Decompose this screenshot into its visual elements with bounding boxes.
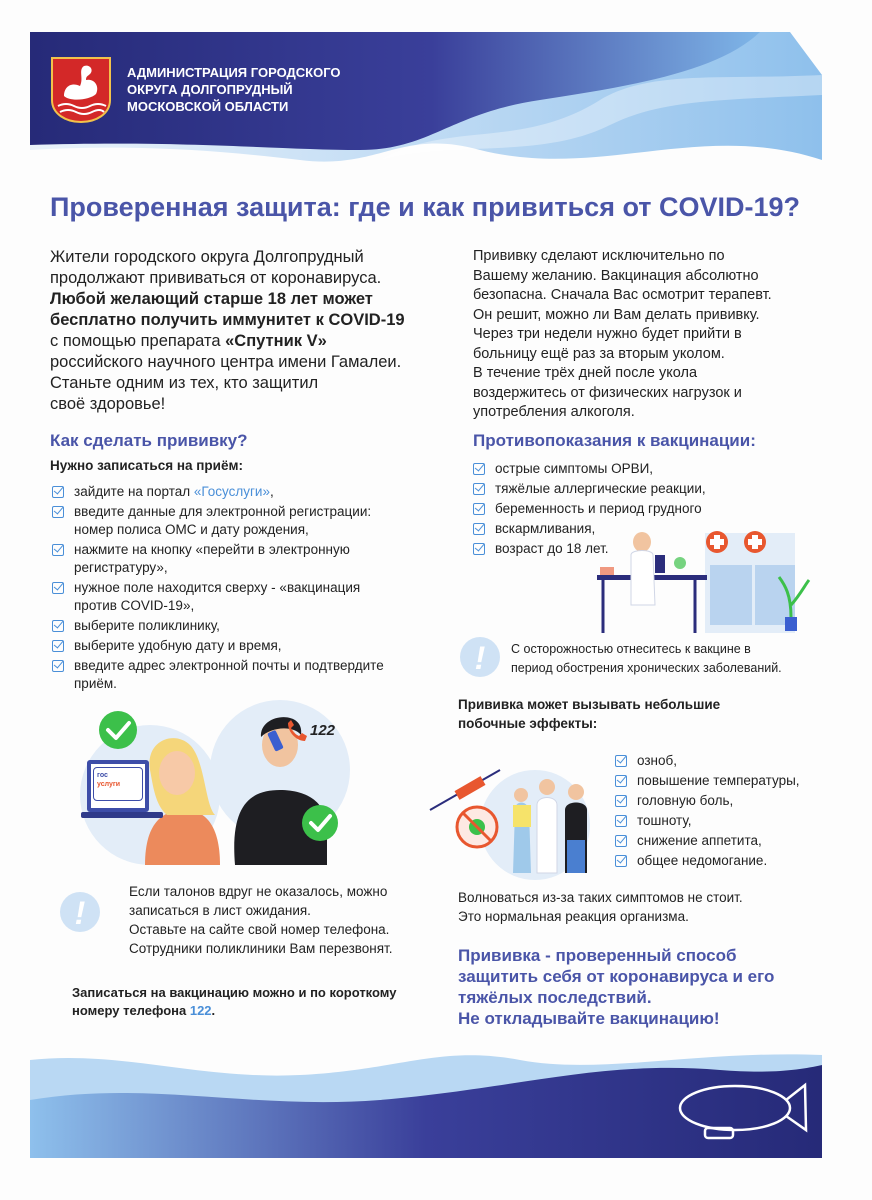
right-intro-line: Через три недели нужно будет прийти в: [473, 326, 742, 342]
final-line: защитить себя от коронавируса и его: [458, 967, 775, 986]
list-item: [52, 503, 432, 539]
intro-line-bold: бесплатно получить иммунитет к COVID-19: [50, 311, 405, 329]
step-text: приём.: [74, 676, 117, 691]
list-item: [52, 541, 432, 577]
calm-note: [458, 888, 743, 926]
list-item-text: озноб,: [637, 753, 677, 768]
list-item: [473, 500, 753, 518]
list-item: [52, 657, 432, 693]
list-item-text: тошноту,: [637, 813, 692, 828]
final-line: тяжёлых последствий.: [458, 988, 652, 1007]
medical-cross-icon: [706, 531, 728, 553]
checkbox-icon: [615, 795, 627, 807]
right-intro-line: В течение трёх дней после укола: [473, 365, 698, 381]
vaccine-name: «Спутник V»: [225, 332, 327, 350]
how-steps-list: [52, 483, 432, 695]
note-text: .: [211, 1003, 216, 1018]
step-text: зайдите на портал: [74, 484, 194, 499]
side-effects-title: [458, 695, 720, 733]
org-name-line: МОСКОВСКОЙ ОБЛАСТИ: [127, 99, 289, 114]
list-item-text: общее недомогание.: [637, 853, 768, 868]
medical-cross-icon: [744, 531, 766, 553]
note-line: Оставьте на сайте свой номер телефона.: [129, 922, 390, 937]
side-effects-list: [615, 752, 845, 872]
checkbox-icon: [615, 835, 627, 847]
check-circle-icon: [99, 711, 137, 749]
list-item: [52, 483, 432, 501]
final-line: Не откладывайте вакцинацию!: [458, 1009, 720, 1028]
list-item: [615, 772, 845, 790]
virus-icon: [457, 807, 497, 847]
title-line: побочные эффекты:: [458, 716, 598, 731]
intro-line: [50, 331, 405, 352]
note-line: Волноваться из-за таких симптомов не стоит.: [458, 890, 743, 905]
checkbox-icon: [52, 506, 64, 518]
org-name: [127, 64, 341, 115]
list-item-text: головную боль,: [637, 793, 734, 808]
note-line: С осторожностью отнеситесь к вакцине в: [511, 642, 751, 656]
coat-of-arms-swan-icon: [50, 56, 112, 124]
exclamation-icon: !: [60, 892, 100, 932]
step-text: номер полиса ОМС и дату рождения,: [74, 522, 309, 537]
org-name-line: АДМИНИСТРАЦИЯ ГОРОДСКОГО: [127, 65, 341, 80]
note-line: Если талонов вдруг не оказалось, можно: [129, 884, 388, 899]
list-item: [615, 752, 845, 770]
step-text: против COVID-19»,: [74, 598, 195, 613]
check-circle-icon: [302, 805, 338, 841]
checkbox-icon: [473, 463, 485, 475]
step-text: нужное поле находится сверху - «вакцинация: [74, 580, 361, 595]
caution-note: [511, 640, 782, 678]
step-text: выберите удобную дату и время,: [74, 638, 282, 653]
contra-title: Противопоказания к вакцинации:: [473, 431, 756, 450]
title-line: Прививка может вызывать небольшие: [458, 697, 721, 712]
final-call: [458, 945, 774, 1029]
list-item: [615, 832, 845, 850]
checkbox-icon: [615, 855, 627, 867]
waitlist-note: [129, 882, 393, 958]
list-item: [52, 637, 432, 655]
note-line: Это нормальная реакция организма.: [458, 909, 689, 924]
list-item: [52, 579, 432, 615]
phone-number-label: 122: [310, 722, 336, 739]
checkbox-icon: [52, 620, 64, 632]
list-item: [473, 460, 753, 478]
note-line: период обострения хронических заболеваний.: [511, 661, 782, 675]
checkbox-icon: [615, 815, 627, 827]
list-item: [52, 617, 432, 635]
list-item-text: острые симптомы ОРВИ,: [495, 461, 654, 476]
right-intro-line: Прививку сделают исключительно по: [473, 248, 725, 264]
logo-text: гос: [97, 772, 108, 779]
laptop-logo: [93, 767, 143, 801]
right-intro-line: употребления алкоголя.: [473, 404, 635, 420]
note-text: номеру телефона: [72, 1003, 190, 1018]
how-subtitle: Нужно записаться на приём:: [50, 458, 243, 473]
step-text: введите адрес электронной почты и подтвердите: [74, 658, 384, 673]
note-line: записаться в лист ожидания.: [129, 903, 311, 918]
right-intro-line: безопасна. Сначала Вас осмотрит терапевт.: [473, 287, 772, 303]
list-item: [615, 812, 845, 830]
right-intro-text: [473, 247, 772, 423]
note-line: Сотрудники поликлиники Вам перезвонят.: [129, 941, 393, 956]
list-item-text: тяжёлые аллергические реакции,: [495, 481, 706, 496]
intro-line: Станьте одним из тех, кто защитил: [50, 374, 319, 392]
org-name-line: ОКРУГА ДОЛГОПРУДНЫЙ: [127, 82, 293, 97]
step-text: ,: [269, 484, 274, 499]
right-intro-line: Он решит, можно ли Вам делать прививку.: [473, 306, 760, 323]
final-line: Прививка - проверенный способ: [458, 946, 737, 965]
checkbox-icon: [473, 503, 485, 515]
right-intro-line: больницу ещё раз за вторым уколом.: [473, 345, 725, 362]
checkbox-icon: [615, 755, 627, 767]
intro-text: [50, 247, 405, 415]
checkbox-icon: [52, 486, 64, 498]
intro-line: российского научного центра имени Гамалеи.: [50, 353, 402, 371]
short-number-note: [72, 984, 396, 1020]
intro-line: продолжают прививаться от коронавируса.: [50, 269, 382, 287]
logo-text: услуги: [97, 781, 121, 788]
list-item: [473, 480, 753, 498]
list-item-text: вскармливания,: [495, 521, 596, 536]
checkbox-icon: [52, 582, 64, 594]
short-phone-number[interactable]: 122: [189, 1003, 212, 1018]
footer-wave: [0, 1040, 872, 1170]
checkbox-icon: [52, 640, 64, 652]
list-item-text: беременность и период грудного: [495, 501, 702, 516]
intro-text-span: с помощью препарата: [50, 332, 226, 350]
laboratory-illustration: [595, 525, 820, 640]
list-item-text: возраст до 18 лет.: [495, 541, 609, 556]
side-effects-illustration: [425, 755, 605, 880]
intro-line: своё здоровье!: [50, 395, 166, 413]
step-text: нажмите на кнопку «перейти в электронную: [74, 542, 350, 557]
step-text: выберите поликлинику,: [74, 618, 220, 633]
exclamation-icon: !: [460, 637, 500, 677]
checkbox-icon: [52, 660, 64, 672]
note-line: [72, 1002, 396, 1020]
checkbox-icon: [615, 775, 627, 787]
list-item-text: снижение аппетита,: [637, 833, 762, 848]
right-intro-line: Вашему желанию. Вакцинация абсолютно: [473, 267, 759, 284]
checkbox-icon: [52, 544, 64, 556]
gosuslugi-link[interactable]: «Госуслуги»: [193, 484, 270, 499]
step-text: регистратуру»,: [74, 560, 168, 575]
list-item: [615, 852, 845, 870]
checkbox-icon: [473, 523, 485, 535]
intro-line-bold: Любой желающий старше 18 лет может: [50, 290, 373, 308]
checkbox-icon: [473, 543, 485, 555]
how-title: Как сделать прививку?: [50, 431, 248, 450]
checkbox-icon: [473, 483, 485, 495]
step-text: введите данные для электронной регистрации:: [74, 504, 372, 519]
note-line: Записаться на вакцинацию можно и по короткому: [72, 985, 397, 1000]
list-item: [615, 792, 845, 810]
page-title: Проверенная защита: где и как привиться от COVID-19?: [50, 192, 801, 222]
intro-line: Жители городского округа Долгопрудный: [50, 248, 364, 266]
list-item-text: повышение температуры,: [637, 773, 800, 788]
right-intro-line: воздержитесь от физических нагрузок и: [473, 384, 742, 401]
